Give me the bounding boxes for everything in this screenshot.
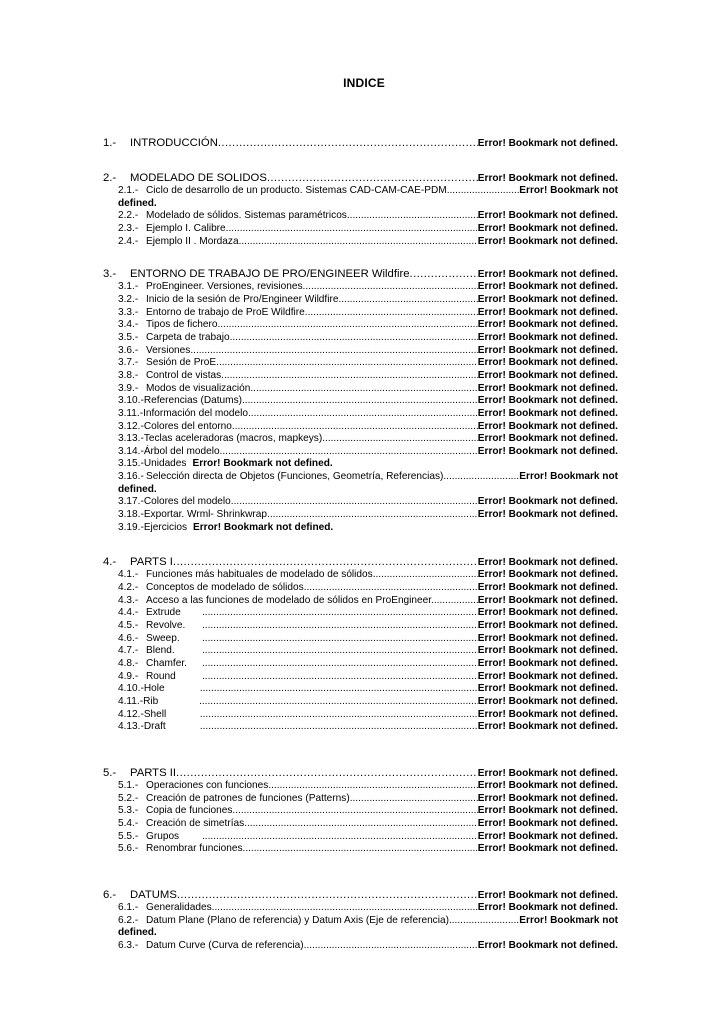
toc-entry-4-8[interactable] (103, 658, 618, 671)
entry-number: 3.14.- (118, 445, 144, 457)
entry-text: Acceso a las funciones de modelado de sólidos en ProEngineer. (146, 594, 434, 606)
entry-text: ProEngineer. Versiones, revisiones (146, 281, 303, 293)
entry-text: Sweep. (146, 632, 180, 644)
entry-number: 5.4.- (118, 817, 139, 829)
toc-chapter-4[interactable] (103, 556, 618, 569)
entry-number: 4.5.- (118, 620, 139, 632)
entry-text: Información del modelo (143, 407, 248, 419)
toc-entry-3-2[interactable] (103, 294, 618, 307)
dot-leader (239, 236, 478, 249)
entry-text: Draft (143, 721, 166, 733)
toc-entry-5-5[interactable] (103, 831, 618, 844)
entry-number: 3.1.- (118, 281, 139, 293)
entry-number: 5.2.- (118, 792, 139, 804)
toc-entry-3-16[interactable] (103, 471, 618, 496)
entry-number: 4.2.- (118, 582, 139, 594)
entry-text: Copia de funciones (146, 805, 233, 817)
bookmark-error: Error! Bookmark not defined. (477, 496, 618, 508)
toc-entry-3-7[interactable] (103, 357, 618, 370)
entry-text: Shell (143, 708, 167, 720)
dot-leader (267, 172, 478, 185)
toc-entry-4-5[interactable] (103, 620, 618, 633)
entry-text: Funciones más habituales de modelado de sólidos (146, 569, 373, 581)
chapter-number: 1.- (103, 137, 117, 149)
entry-text: Rib (143, 695, 159, 707)
bookmark-error: Error! Bookmark not defined. (477, 830, 618, 842)
toc-entry-4-7[interactable] (103, 645, 618, 658)
bookmark-error: Error! Bookmark not defined. (477, 557, 618, 569)
bookmark-error: Error! Bookmark not defined. (477, 306, 618, 318)
toc-entry-6-2[interactable] (103, 915, 618, 940)
dot-leader (447, 185, 520, 198)
bookmark-error: Error! Bookmark not defined. (477, 939, 618, 951)
dot-leader (222, 446, 477, 459)
dot-leader (202, 671, 478, 684)
bookmark-error: Error! Bookmark not defined. (477, 293, 618, 305)
dot-leader (193, 345, 478, 358)
dot-leader (202, 607, 478, 620)
toc-entry-4-11[interactable] (103, 696, 618, 709)
toc-entry-3-10[interactable] (103, 395, 618, 408)
dot-leader (244, 818, 478, 831)
entry-number: 3.3.- (118, 306, 139, 318)
page-title: INDICE (343, 76, 385, 90)
bookmark-error-continued: defined. (118, 483, 157, 495)
dot-leader (242, 395, 478, 408)
bookmark-error: Error! Bookmark not defined. (477, 792, 618, 804)
entry-text: Unidades (143, 458, 187, 470)
bookmark-error: Error! Bookmark not defined. (477, 445, 618, 457)
dot-leader (219, 357, 478, 370)
dot-leader (232, 332, 477, 345)
toc-entry-3-12[interactable] (103, 421, 618, 434)
dot-leader (202, 658, 478, 671)
entry-number: 3.11.- (118, 407, 144, 419)
bookmark-error-continued: defined. (118, 197, 157, 209)
entry-number: 4.9.- (118, 670, 139, 682)
entry-text: Colores del entorno (143, 420, 232, 432)
entry-text: Carpeta de trabajo. (146, 331, 233, 343)
bookmark-error: Error! Bookmark not defined. (477, 817, 618, 829)
bookmark-error: Error! Bookmark not defined. (477, 331, 618, 343)
entry-text: Hole (143, 683, 165, 695)
dot-leader (202, 633, 478, 646)
entry-number: 3.5.- (118, 331, 139, 343)
entry-text: Referencias (Datums) (143, 395, 242, 407)
toc-entry-4-12[interactable] (103, 709, 618, 722)
dot-leader (267, 509, 478, 522)
entry-number: 3.15.- (118, 458, 144, 470)
entry-text: Ejemplo I. Calibre (146, 222, 226, 234)
entry-number: 6.3.- (118, 939, 139, 951)
dot-leader (173, 556, 478, 569)
entry-text: Generalidades (146, 901, 212, 913)
bookmark-error: Error! Bookmark not defined. (192, 458, 333, 470)
dot-leader (232, 805, 477, 818)
toc-entry-2-4[interactable] (103, 236, 618, 249)
dot-leader (373, 569, 478, 582)
dot-leader (232, 421, 478, 434)
entry-text: Ejercicios (143, 521, 188, 533)
dot-leader (410, 268, 478, 281)
chapter-title: PARTS I (130, 556, 173, 569)
entry-text: Creación de simetrías (146, 817, 245, 829)
entry-number: 4.4.- (118, 607, 139, 619)
dot-leader (304, 582, 478, 595)
toc-entry-3-11[interactable] (103, 408, 618, 421)
dot-leader (305, 307, 478, 320)
toc-entry-5-6[interactable] (103, 843, 618, 856)
entry-number: 4.6.- (118, 632, 139, 644)
bookmark-error: Error! Bookmark not defined. (477, 594, 618, 606)
toc-entry-4-6[interactable] (103, 633, 618, 646)
dot-leader (325, 433, 478, 446)
toc-entry-3-1[interactable] (103, 281, 618, 294)
entry-text: Árbol del modelo. (143, 445, 223, 457)
dot-leader (231, 496, 478, 509)
bookmark-error: Error! Bookmark not defined. (477, 695, 618, 707)
toc-entry-3-19[interactable] (103, 522, 618, 535)
dot-leader (199, 696, 478, 709)
dot-leader (202, 831, 478, 844)
entry-text: Extrude (146, 607, 181, 619)
toc-entry-4-1[interactable] (103, 569, 618, 582)
dot-leader (200, 709, 478, 722)
entry-text: Tipos de fichero. (146, 319, 221, 331)
entry-text: Renombrar funciones (146, 843, 243, 855)
bookmark-error: Error! Bookmark not defined. (477, 901, 618, 913)
table-of-contents (103, 137, 618, 953)
entry-number: 4.7.- (118, 645, 139, 657)
bookmark-error: Error! Bookmark not defined. (477, 843, 618, 855)
chapter-title: DATUMS (130, 888, 177, 901)
toc-entry-3-6[interactable] (103, 345, 618, 358)
chapter-title: INTRODUCCIÓN (130, 137, 218, 149)
toc-entry-3-4[interactable] (103, 319, 618, 332)
entry-number: 4.8.- (118, 658, 139, 669)
chapter-number: 5.- (103, 766, 117, 779)
bookmark-error: Error! Bookmark not defined. (477, 269, 618, 281)
chapter-number: 4.- (103, 556, 117, 569)
bookmark-error: Error! Bookmark not defined. (477, 369, 618, 381)
toc-chapter-6[interactable] (103, 889, 618, 902)
toc-entry-3-13[interactable] (103, 433, 618, 446)
toc-entry-3-14[interactable] (103, 446, 618, 459)
bookmark-error: Error! Bookmark not defined. (477, 138, 618, 149)
dot-leader (350, 793, 478, 806)
chapter-title: ENTORNO DE TRABAJO DE PRO/ENGINEER Wildfire (130, 268, 410, 281)
dot-leader (212, 902, 478, 915)
entry-number: 3.12.- (118, 420, 144, 432)
entry-number: 5.6.- (118, 843, 139, 855)
entry-text: Blend. (146, 645, 175, 657)
bookmark-error: Error! Bookmark not defined. (477, 281, 618, 293)
entry-number: 4.10.- (118, 683, 144, 695)
entry-text: Ejemplo II . Mordaza (146, 235, 239, 247)
dot-leader (434, 595, 478, 608)
bookmark-error: Error! Bookmark not defined. (477, 357, 618, 369)
entry-number: 3.10.- (118, 395, 144, 407)
entry-text: Revolve. (146, 620, 186, 632)
dot-leader (202, 645, 478, 658)
bookmark-error: Error! Bookmark not (519, 914, 618, 926)
dot-leader (304, 940, 478, 953)
toc-entry-3-3[interactable] (103, 307, 618, 320)
bookmark-error: Error! Bookmark not defined. (477, 382, 618, 394)
entry-text: Control de vistas. (146, 369, 224, 381)
entry-number: 4.3.- (118, 594, 139, 606)
entry-number: 6.2.- (118, 914, 139, 926)
entry-number: 3.2.- (118, 293, 139, 305)
toc-entry-3-18[interactable] (103, 509, 618, 522)
entry-number: 3.9.- (118, 382, 139, 394)
entry-number: 6.1.- (118, 901, 139, 913)
entry-text: Colores del modelo (143, 496, 231, 508)
bookmark-error: Error! Bookmark not defined. (477, 582, 618, 594)
toc-entry-4-9[interactable] (103, 671, 618, 684)
toc-entry-2-1[interactable] (103, 185, 618, 210)
entry-number: 5.1.- (118, 779, 139, 791)
chapter-title: MODELADO DE SOLIDOS (130, 172, 267, 184)
dot-leader (224, 370, 478, 383)
entry-number: 3.4.- (118, 319, 139, 331)
dot-leader (220, 319, 478, 332)
entry-number: 3.6.- (118, 344, 139, 356)
dot-leader (443, 471, 519, 484)
entry-text: Sesión de ProE. (146, 357, 219, 369)
entry-number: 3.13.- (118, 433, 144, 445)
entry-text: Datum Plane (Plano de referencia) y Datum Axis (Eje de referencia) (146, 914, 449, 926)
bookmark-error: Error! Bookmark not defined. (477, 708, 618, 720)
dot-leader (200, 683, 478, 696)
entry-text: Selección directa de Objetos (Funciones, Geometría, Referencias) (146, 471, 444, 483)
entry-number: 2.2.- (118, 210, 139, 222)
dot-leader (338, 294, 477, 307)
bookmark-error: Error! Bookmark not defined. (477, 319, 618, 331)
dot-leader (200, 721, 478, 734)
toc-chapter-3[interactable] (103, 268, 618, 281)
toc-entry-4-10[interactable] (103, 683, 618, 696)
dot-leader (449, 915, 519, 928)
entry-number: 3.18.- (118, 509, 144, 521)
entry-text: Exportar. Wrml- Shrinkwrap (143, 509, 268, 521)
bookmark-error: Error! Bookmark not defined. (477, 658, 618, 669)
dot-leader (243, 843, 478, 856)
bookmark-error-continued: defined. (118, 927, 157, 939)
bookmark-error: Error! Bookmark not (519, 185, 618, 196)
bookmark-error: Error! Bookmark not defined. (477, 344, 618, 356)
bookmark-error: Error! Bookmark not defined. (477, 235, 618, 247)
entry-text: Teclas aceleradoras (macros, mapkeys). (143, 433, 326, 445)
entry-text: Grupos (146, 830, 180, 842)
entry-text: Modos de visualización. (146, 382, 254, 394)
entry-number: 2.3.- (118, 222, 139, 234)
entry-number: 4.11.- (118, 695, 144, 707)
toc-entry-3-9[interactable] (103, 383, 618, 396)
entry-text: Conceptos de modelado de sólidos (146, 582, 304, 594)
entry-text: Ciclo de desarrollo de un producto. Sistemas CAD-CAM-CAE-PDM (146, 185, 447, 196)
dot-leader (226, 223, 478, 236)
toc-entry-2-3[interactable] (103, 223, 618, 236)
bookmark-error: Error! Bookmark not defined. (477, 569, 618, 581)
entry-text: Entorno de trabajo de ProE Wildfire (146, 306, 305, 318)
bookmark-error: Error! Bookmark not defined. (477, 805, 618, 817)
toc-entry-3-15[interactable] (103, 458, 618, 471)
bookmark-error: Error! Bookmark not defined. (477, 889, 618, 901)
bookmark-error: Error! Bookmark not defined. (477, 210, 618, 222)
dot-leader (248, 408, 478, 421)
toc-entry-3-17[interactable] (103, 496, 618, 509)
entry-number: 3.16.- (118, 471, 144, 483)
toc-entry-2-2[interactable] (103, 210, 618, 223)
bookmark-error: Error! Bookmark not defined. (477, 433, 618, 445)
bookmark-error: Error! Bookmark not (519, 471, 618, 483)
bookmark-error: Error! Bookmark not defined. (477, 721, 618, 733)
bookmark-error: Error! Bookmark not defined. (477, 509, 618, 521)
toc-entry-4-4[interactable] (103, 607, 618, 620)
entry-text: Chamfer. (146, 658, 187, 669)
toc-entry-5-3[interactable] (103, 805, 618, 818)
bookmark-error: Error! Bookmark not defined. (477, 420, 618, 432)
toc-chapter-5[interactable] (103, 767, 618, 780)
bookmark-error: Error! Bookmark not defined. (477, 632, 618, 644)
toc-entry-3-8[interactable] (103, 370, 618, 383)
entry-number: 4.12.- (118, 708, 144, 720)
entry-text: Datum Curve (Curva de referencia) (146, 939, 304, 951)
entry-text: Inicio de la sesión de Pro/Engineer Wildfire (146, 293, 339, 305)
entry-text: Round (146, 670, 176, 682)
bookmark-error: Error! Bookmark not defined. (477, 670, 618, 682)
entry-number: 3.7.- (118, 357, 139, 369)
dot-leader (218, 137, 478, 150)
toc-entry-6-1[interactable] (103, 902, 618, 915)
toc-chapter-2[interactable] (103, 172, 618, 185)
toc-chapter-1[interactable] (103, 137, 618, 150)
toc-entry-5-2[interactable] (103, 793, 618, 806)
chapter-title: PARTS II (130, 766, 177, 779)
toc-entry-5-4[interactable] (103, 818, 618, 831)
dot-leader (176, 767, 478, 780)
entry-text: Creación de patrones de funciones (Patterns) (146, 792, 350, 804)
entry-number: 3.19.- (118, 521, 144, 533)
dot-leader (202, 620, 478, 633)
chapter-number: 2.- (103, 172, 117, 184)
entry-text: Versiones. (146, 344, 194, 356)
toc-entry-3-5[interactable] (103, 332, 618, 345)
toc-entry-5-1[interactable] (103, 780, 618, 793)
entry-number: 3.17.- (118, 496, 144, 508)
entry-text: Operaciones con funciones (146, 779, 269, 791)
bookmark-error: Error! Bookmark not defined. (193, 521, 334, 533)
dot-leader (303, 281, 478, 294)
chapter-number: 3.- (103, 268, 117, 281)
bookmark-error: Error! Bookmark not defined. (477, 173, 618, 184)
dot-leader (177, 889, 478, 902)
entry-number: 2.1.- (118, 185, 139, 196)
entry-number: 2.4.- (118, 235, 139, 247)
bookmark-error: Error! Bookmark not defined. (477, 645, 618, 657)
entry-number: 4.1.- (118, 569, 139, 581)
dot-leader (253, 383, 478, 396)
chapter-number: 6.- (103, 888, 117, 901)
bookmark-error: Error! Bookmark not defined. (477, 683, 618, 695)
bookmark-error: Error! Bookmark not defined. (477, 222, 618, 234)
dot-leader (347, 210, 478, 223)
dot-leader (268, 780, 477, 793)
toc-entry-4-2[interactable] (103, 582, 618, 595)
entry-number: 4.13.- (118, 721, 144, 733)
toc-entry-4-3[interactable] (103, 595, 618, 608)
entry-number: 5.3.- (118, 805, 139, 817)
bookmark-error: Error! Bookmark not defined. (477, 407, 618, 419)
entry-number: 3.8.- (118, 369, 139, 381)
bookmark-error: Error! Bookmark not defined. (477, 607, 618, 619)
bookmark-error: Error! Bookmark not defined. (477, 620, 618, 632)
entry-number: 5.5.- (118, 830, 139, 842)
bookmark-error: Error! Bookmark not defined. (477, 779, 618, 791)
toc-entry-6-3[interactable] (103, 940, 618, 953)
bookmark-error: Error! Bookmark not defined. (477, 767, 618, 779)
toc-entry-4-13[interactable] (103, 721, 618, 734)
entry-text: Modelado de sólidos. Sistemas paramétricos (146, 210, 347, 222)
bookmark-error: Error! Bookmark not defined. (477, 395, 618, 407)
